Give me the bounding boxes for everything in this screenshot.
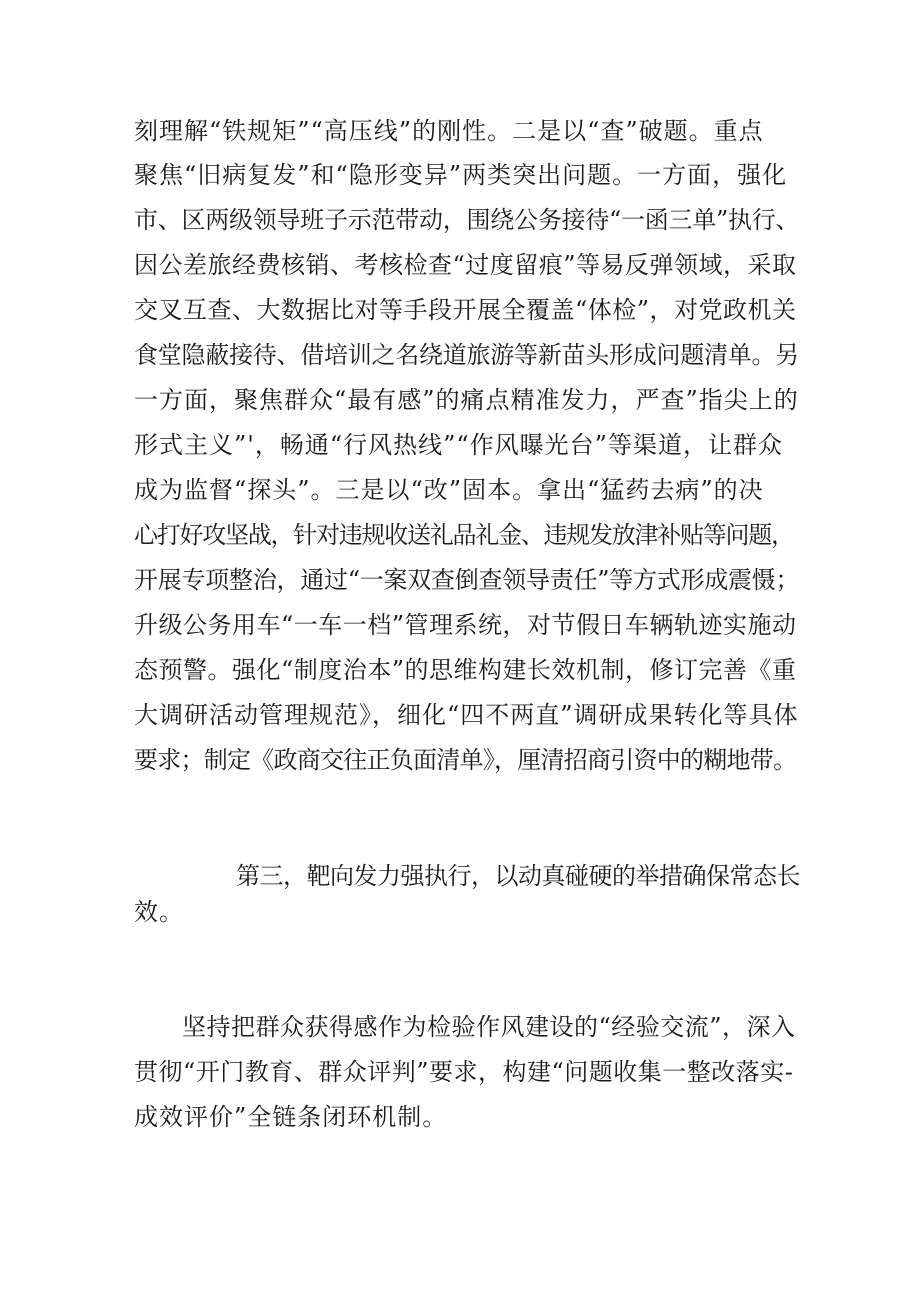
paragraph-line: 因公差旅经费核销、考核检查“过度留痕”等易反弹领域，采取: [134, 251, 797, 279]
section-heading-line-1: 第三，靶向发力强执行，以动真碰硬的举措确保常态长: [236, 862, 800, 890]
paragraph-line: 成为监督“探头”。三是以“改”固本。拿出“猛药去病”的决: [134, 476, 764, 504]
paragraph-line: 市、区两级领导班子示范带动，围绕公务接待“一函三单”执行、: [134, 206, 800, 234]
paragraph-line: 心打好攻坚战，针对违规收送礼品礼金、违规发放津补贴等问题，: [134, 521, 794, 549]
paragraph-line: 聚焦“旧病复发”和“隐形变异”两类突出问题。一方面，强化: [134, 161, 788, 189]
paragraph-line: 刻理解“铁规矩”“高压线”的刚性。二是以“查”破题。重点: [134, 117, 764, 145]
paragraph-line: 交叉互查、大数据比对等手段开展全覆盖“体检”，对党政机关: [134, 296, 797, 324]
paragraph-line: 形式主义”'，畅通“行风热线”“作风曝光台”等渠道，让群众: [134, 431, 783, 459]
paragraph-line: 食堂隐蔽接待、借培训之名绕道旅游等新苗头形成问题清单。另: [134, 341, 799, 369]
paragraph-line: 要求；制定《政商交往正负面清单》，厘清招商引资中的糊地带。: [134, 746, 797, 774]
paragraph-line: 态预警。强化“制度治本”的思维构建长效机制，修订完善《重: [134, 656, 797, 684]
paragraph-line: 升级公务用车“一车一档”管理系统，对节假日车辆轨迹实施动: [134, 611, 797, 639]
paragraph-line: 坚持把群众获得感作为检验作风建设的“经验交流”，深入: [182, 1013, 796, 1041]
paragraph-line: 大调研活动管理规范》，细化“四不两直”调研成果转化等具体: [134, 701, 799, 729]
paragraph-line: 一方面，聚焦群众“最有感”的痛点精准发力，严查”指尖上的: [134, 386, 799, 414]
paragraph-line: 开展专项整治，通过“一案双查倒查领导责任”等方式形成震慑；: [134, 566, 800, 594]
paragraph-line: 成效评价”全链条闭环机制。: [134, 1103, 448, 1131]
paragraph-line: 贯彻“开门教育、群众评判”要求，构建“问题收集一整改落实-: [134, 1058, 794, 1086]
section-heading-line-2: 效。: [134, 898, 184, 926]
